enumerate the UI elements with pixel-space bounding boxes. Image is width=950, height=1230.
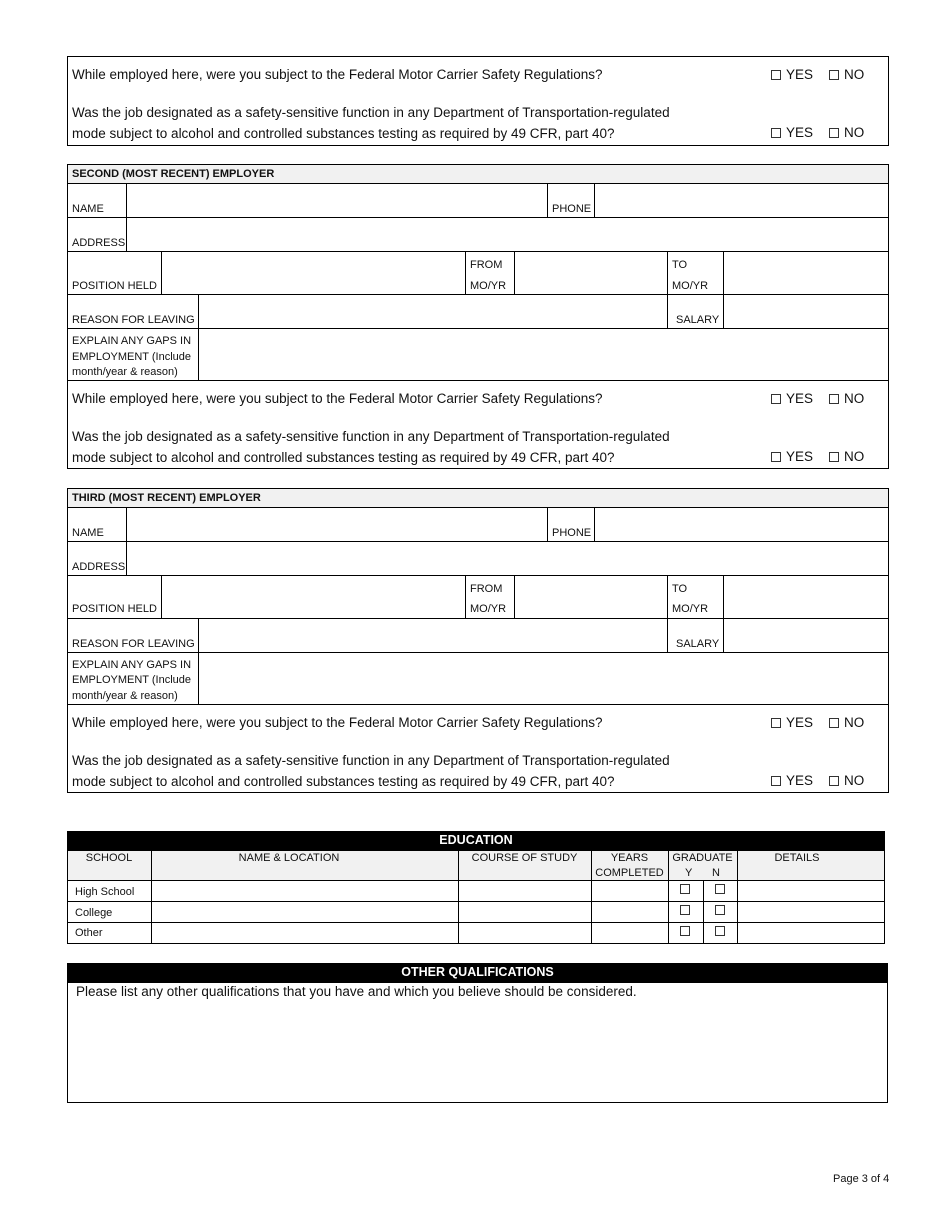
- fmcsr-yes-option[interactable]: YES: [771, 67, 813, 83]
- dot-question-line2: mode subject to alcohol and controlled substances testing as required by 49 CFR, part 40?: [72, 126, 615, 141]
- col-graduate-n: N: [712, 867, 720, 879]
- checkbox-icon[interactable]: [771, 70, 781, 80]
- third-from-label: FROM: [470, 583, 503, 595]
- grad-n-checkbox-high-school[interactable]: [715, 884, 725, 894]
- second-name-label: NAME: [72, 203, 104, 215]
- fmcsr-question: While employed here, were you subject to the Federal Motor Carrier Safety Regulations?: [72, 67, 603, 82]
- second-dot-question-line1: Was the job designated as a safety-sensitive function in any Department of Transportation-regulated: [72, 429, 670, 444]
- checkbox-icon[interactable]: [829, 128, 839, 138]
- grad-y-checkbox-other[interactable]: [680, 926, 690, 936]
- col-details: DETAILS: [774, 852, 820, 864]
- grad-n-checkbox-college[interactable]: [715, 905, 725, 915]
- second-to-label: TO: [672, 259, 688, 271]
- second-address-field[interactable]: [127, 218, 888, 251]
- third-gaps-label-1: EXPLAIN ANY GAPS IN: [72, 659, 192, 671]
- third-gaps-label-3: month/year & reason): [72, 690, 178, 702]
- second-address-label: ADDRESS: [72, 237, 126, 249]
- checkbox-icon[interactable]: [771, 128, 781, 138]
- second-phone-label: PHONE: [552, 203, 592, 215]
- third-reason-label: REASON FOR LEAVING: [72, 638, 195, 650]
- edu-row-other: Other: [75, 927, 103, 939]
- second-salary-field[interactable]: [724, 295, 888, 328]
- checkbox-icon[interactable]: [771, 452, 781, 462]
- third-employer-header: THIRD (MOST RECENT) EMPLOYER: [67, 488, 889, 508]
- checkbox-icon[interactable]: [829, 452, 839, 462]
- third-to-label: TO: [672, 583, 688, 595]
- third-reason-field[interactable]: [199, 619, 667, 652]
- second-gaps-label-1: EXPLAIN ANY GAPS IN: [72, 335, 192, 347]
- fmcsr-no-option[interactable]: NO: [829, 67, 864, 83]
- third-fmcsr-yes-option[interactable]: YES: [771, 715, 813, 731]
- checkbox-icon[interactable]: [771, 394, 781, 404]
- second-gaps-label-2: EMPLOYMENT (Include: [72, 351, 192, 363]
- col-course-of-study: COURSE OF STUDY: [471, 852, 578, 864]
- education-title: EDUCATION: [67, 831, 885, 850]
- col-graduate-y: Y: [685, 867, 693, 879]
- checkbox-icon[interactable]: [771, 776, 781, 786]
- second-gaps-field[interactable]: [199, 329, 888, 380]
- second-reason-field[interactable]: [199, 295, 667, 328]
- second-salary-label: SALARY: [676, 314, 720, 326]
- third-dot-question-line2: mode subject to alcohol and controlled substances testing as required by 49 CFR, part 40?: [72, 774, 615, 789]
- third-address-field[interactable]: [127, 542, 888, 575]
- third-fmcsr-no-option[interactable]: NO: [829, 715, 864, 731]
- third-position-label: POSITION HELD: [72, 603, 157, 615]
- third-from-field[interactable]: [515, 576, 667, 618]
- checkbox-icon[interactable]: [771, 718, 781, 728]
- col-years: YEARS: [610, 852, 649, 864]
- second-from-field[interactable]: [515, 252, 667, 294]
- third-phone-field[interactable]: [595, 508, 888, 541]
- third-phone-label: PHONE: [552, 527, 592, 539]
- col-name-location: NAME & LOCATION: [238, 852, 340, 864]
- third-gaps-field[interactable]: [199, 653, 888, 704]
- col-graduate: GRADUATE: [672, 852, 733, 864]
- third-name-field[interactable]: [127, 508, 547, 541]
- second-fmcsr-question: While employed here, were you subject to the Federal Motor Carrier Safety Regulations?: [72, 391, 603, 406]
- third-address-label: ADDRESS: [72, 561, 126, 573]
- second-from-moyr-label: MO/YR: [470, 280, 507, 292]
- second-dot-yes-option[interactable]: YES: [771, 449, 813, 465]
- grad-y-checkbox-high-school[interactable]: [680, 884, 690, 894]
- col-completed: COMPLETED: [595, 867, 664, 879]
- third-salary-field[interactable]: [724, 619, 888, 652]
- third-dot-question-line1: Was the job designated as a safety-sensitive function in any Department of Transportation-regulated: [72, 753, 670, 768]
- second-fmcsr-yes-option[interactable]: YES: [771, 391, 813, 407]
- second-position-label: POSITION HELD: [72, 280, 157, 292]
- third-from-moyr-label: MO/YR: [470, 603, 507, 615]
- third-dot-no-option[interactable]: NO: [829, 773, 864, 789]
- checkbox-icon[interactable]: [829, 394, 839, 404]
- page-number: Page 3 of 4: [833, 1173, 890, 1185]
- dot-no-option[interactable]: NO: [829, 125, 864, 141]
- third-to-field[interactable]: [724, 576, 888, 618]
- third-salary-label: SALARY: [676, 638, 720, 650]
- third-gaps-label-2: EMPLOYMENT (Include: [72, 674, 192, 686]
- second-gaps-label-3: month/year & reason): [72, 366, 178, 378]
- edu-row-college: College: [75, 907, 113, 919]
- third-to-moyr-label: MO/YR: [672, 603, 709, 615]
- other-qualifications-title: OTHER QUALIFICATIONS: [67, 963, 888, 982]
- second-reason-label: REASON FOR LEAVING: [72, 314, 195, 326]
- second-to-moyr-label: MO/YR: [672, 280, 709, 292]
- second-dot-question-line2: mode subject to alcohol and controlled substances testing as required by 49 CFR, part 40?: [72, 450, 615, 465]
- second-employer-header: SECOND (MOST RECENT) EMPLOYER: [67, 164, 889, 184]
- second-from-label: FROM: [470, 259, 503, 271]
- dot-question-line1: Was the job designated as a safety-sensitive function in any Department of Transportation-regulated: [72, 105, 670, 120]
- third-name-label: NAME: [72, 527, 104, 539]
- third-position-field[interactable]: [162, 576, 465, 618]
- third-dot-yes-option[interactable]: YES: [771, 773, 813, 789]
- second-position-field[interactable]: [162, 252, 465, 294]
- col-school: SCHOOL: [85, 852, 133, 864]
- third-fmcsr-question: While employed here, were you subject to the Federal Motor Carrier Safety Regulations?: [72, 715, 603, 730]
- checkbox-icon[interactable]: [829, 70, 839, 80]
- other-qualifications-prompt: Please list any other qualifications that you have and which you believe should be considered.: [76, 984, 637, 999]
- second-phone-field[interactable]: [595, 184, 888, 217]
- second-name-field[interactable]: [127, 184, 547, 217]
- checkbox-icon[interactable]: [829, 776, 839, 786]
- grad-y-checkbox-college[interactable]: [680, 905, 690, 915]
- second-fmcsr-no-option[interactable]: NO: [829, 391, 864, 407]
- grad-n-checkbox-other[interactable]: [715, 926, 725, 936]
- checkbox-icon[interactable]: [829, 718, 839, 728]
- second-to-field[interactable]: [724, 252, 888, 294]
- edu-row-high-school: High School: [75, 886, 135, 898]
- dot-yes-option[interactable]: YES: [771, 125, 813, 141]
- second-dot-no-option[interactable]: NO: [829, 449, 864, 465]
